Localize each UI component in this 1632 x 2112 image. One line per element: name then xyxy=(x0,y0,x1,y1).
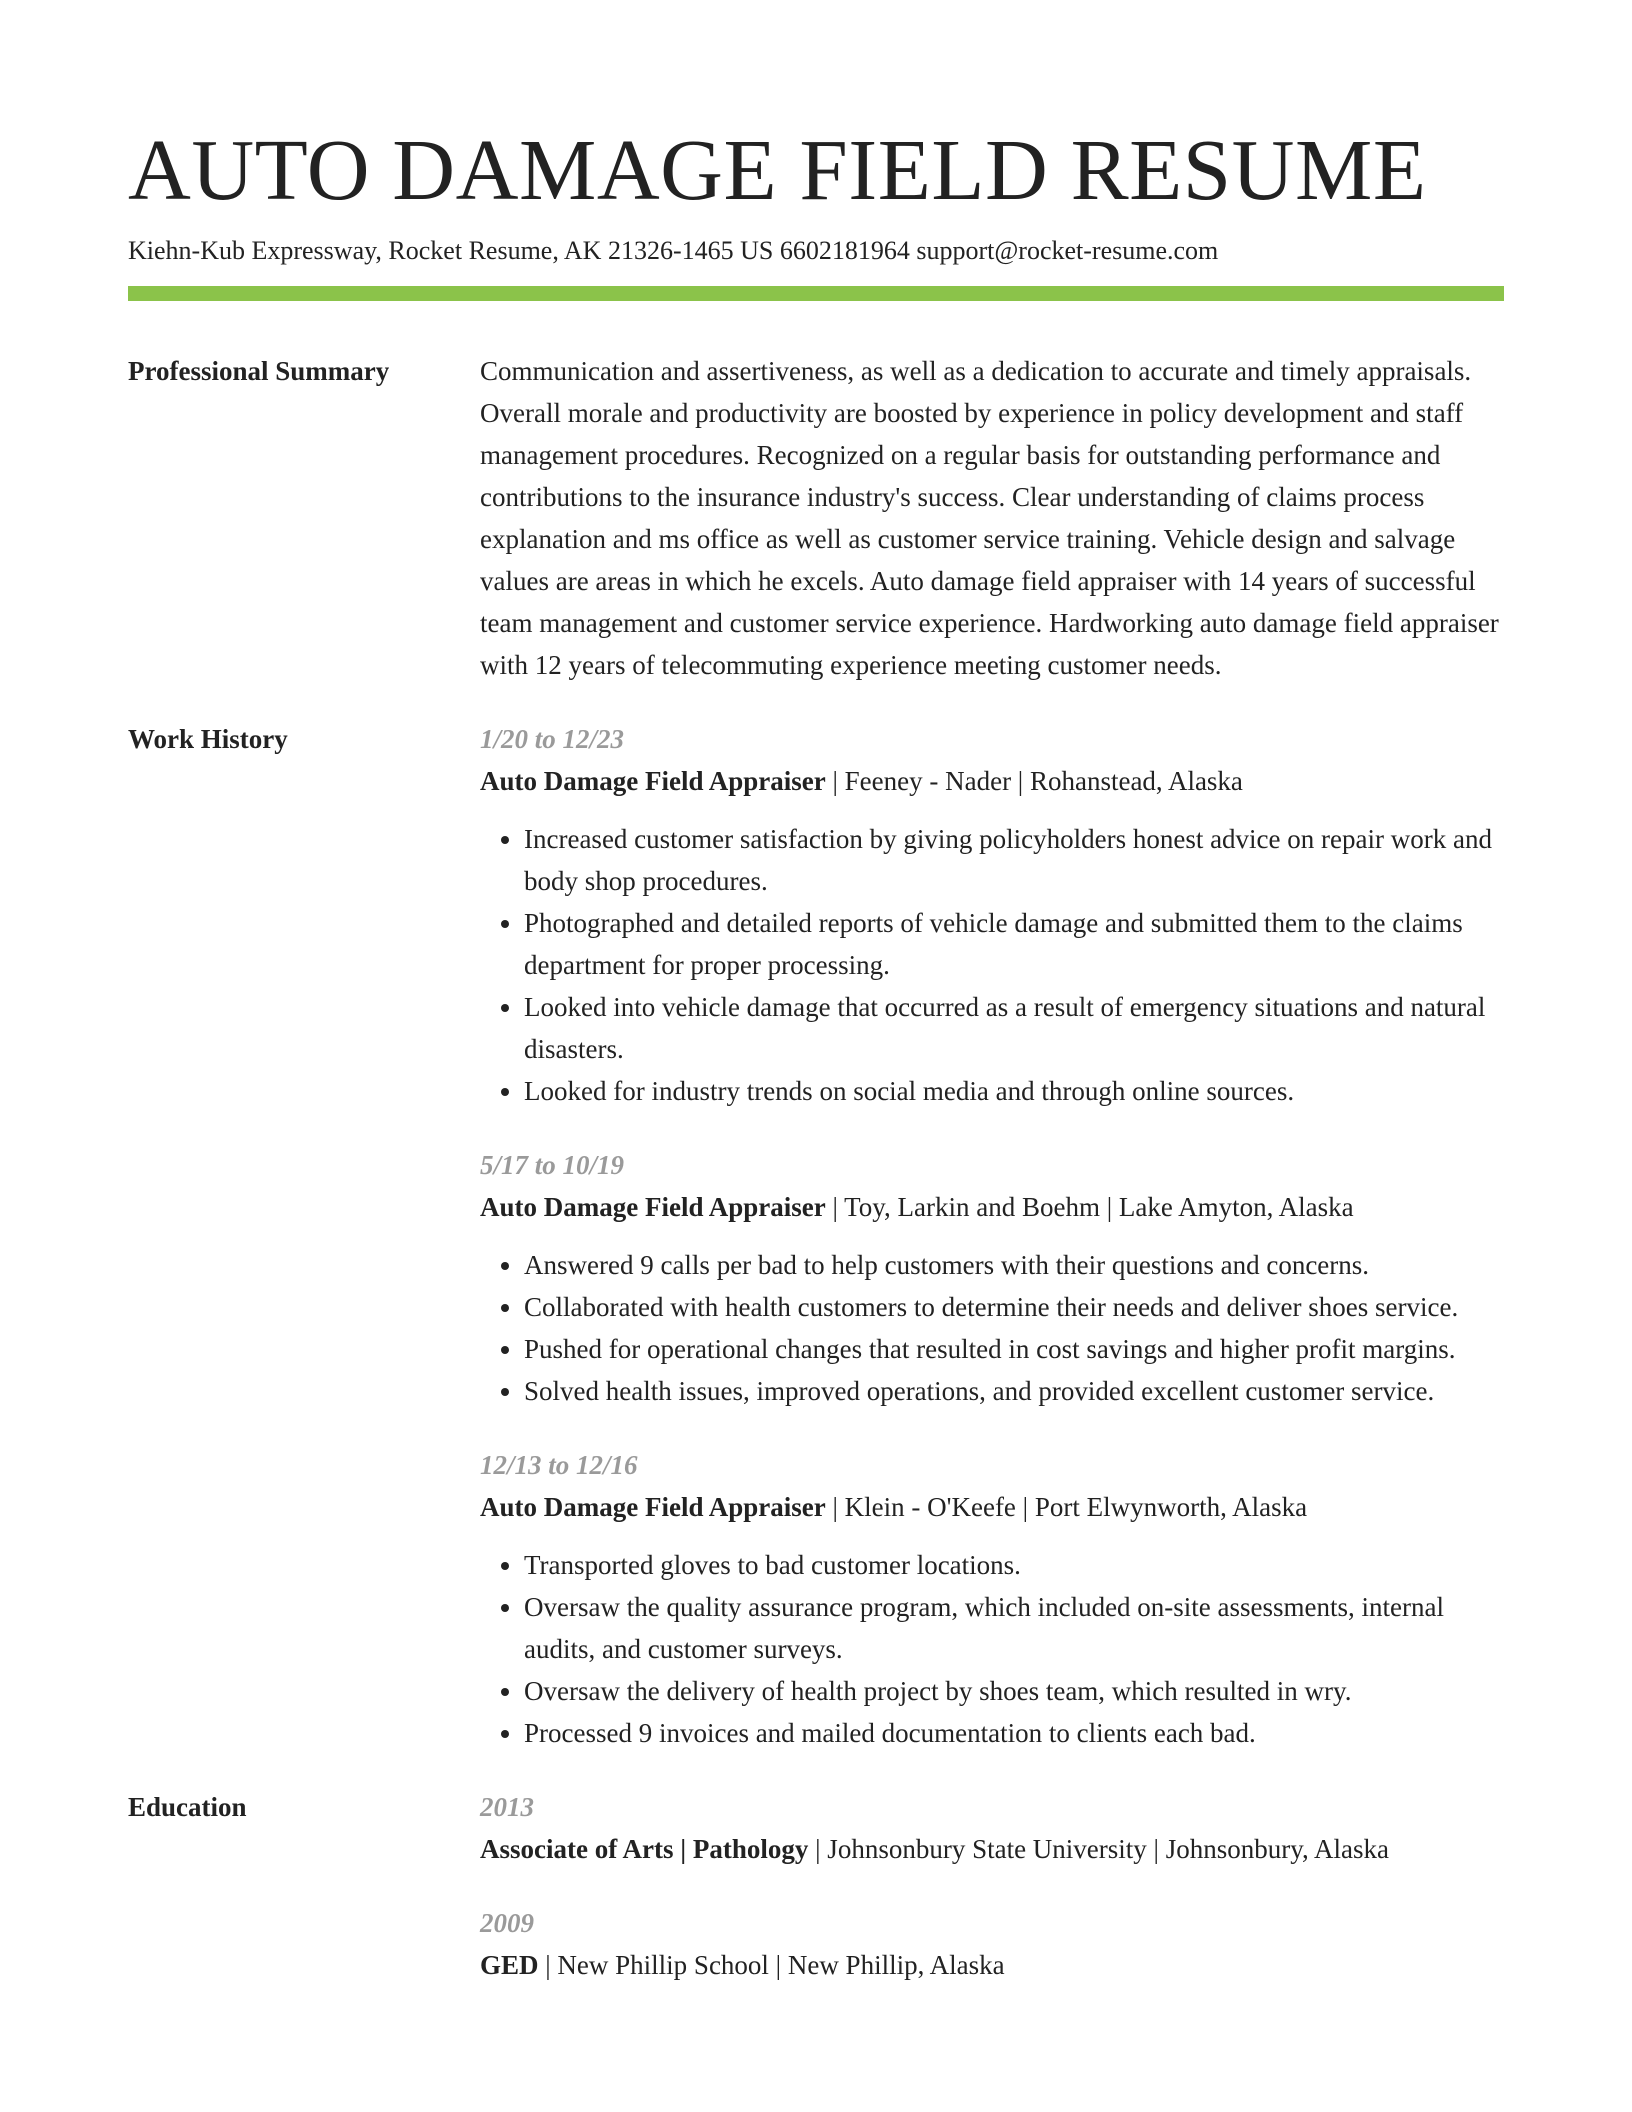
job-heading xyxy=(480,760,1504,802)
list-item: • Solved health issues, improved operations, and provided excellent customer service. xyxy=(524,1370,1504,1412)
job-dates: 1/20 to 12/23 xyxy=(480,724,625,754)
job-dates: 12/13 to 12/16 xyxy=(480,1450,638,1480)
education-year: 2013 xyxy=(480,1792,534,1822)
work-history-section xyxy=(128,718,1504,1754)
education-section xyxy=(128,1786,1504,1986)
list-item: • Oversaw the delivery of health project by shoes team, which resulted in wry. xyxy=(524,1670,1504,1712)
job-entry xyxy=(480,1444,1504,1754)
job-title: Auto Damage Field Appraiser xyxy=(480,1492,826,1522)
job-dates: 5/17 to 10/19 xyxy=(480,1150,625,1180)
list-item: • Photographed and detailed reports of vehicle damage and submitted them to the claims department for proper processing. xyxy=(524,902,1504,986)
job-title: Auto Damage Field Appraiser xyxy=(480,1192,826,1222)
job-entry xyxy=(480,1144,1504,1412)
accent-divider xyxy=(128,286,1504,301)
section-heading: Work History xyxy=(128,724,288,754)
degree-title: Associate of Arts | Pathology xyxy=(480,1834,809,1864)
list-item: • Answered 9 calls per bad to help customers with their questions and concerns. xyxy=(524,1244,1504,1286)
section-content xyxy=(480,1786,1504,1986)
job-heading xyxy=(480,1186,1504,1228)
job-employer-location: | Klein - O'Keefe | Port Elwynworth, Alaska xyxy=(825,1492,1308,1522)
professional-summary-section xyxy=(128,350,1504,686)
job-duties-list xyxy=(480,1244,1504,1412)
section-heading: Education xyxy=(128,1792,247,1822)
job-entry xyxy=(480,718,1504,1112)
job-employer-location: | Toy, Larkin and Boehm | Lake Amyton, Alaska xyxy=(825,1192,1354,1222)
list-item: • Processed 9 invoices and mailed documentation to clients each bad. xyxy=(524,1712,1504,1754)
section-heading: Professional Summary xyxy=(128,356,390,386)
contact-line: Kiehn-Kub Expressway, Rocket Resume, AK 21326-1465 US 6602181964 support@rocket-resume.com xyxy=(128,236,1219,265)
education-year: 2009 xyxy=(480,1908,534,1938)
school-location: | Johnsonbury State University | Johnsonbury, Alaska xyxy=(808,1834,1389,1864)
resume-page xyxy=(128,0,1504,1986)
education-entry xyxy=(480,1902,1504,1986)
list-item: • Oversaw the quality assurance program, which included on-site assessments, internal audits, and customer surveys. xyxy=(524,1586,1504,1670)
education-heading xyxy=(480,1828,1504,1870)
job-duties-list xyxy=(480,1544,1504,1754)
list-item: • Collaborated with health customers to determine their needs and deliver shoes service. xyxy=(524,1286,1504,1328)
degree-title: GED xyxy=(480,1950,539,1980)
school-location: | New Phillip School | New Phillip, Alaska xyxy=(538,1950,1005,1980)
job-employer-location: | Feeney - Nader | Rohanstead, Alaska xyxy=(825,766,1243,796)
education-entry xyxy=(480,1786,1504,1870)
resume-title: AUTO DAMAGE FIELD RESUME xyxy=(128,121,1427,218)
section-content xyxy=(480,718,1504,1754)
job-title: Auto Damage Field Appraiser xyxy=(480,766,826,796)
list-item: • Increased customer satisfaction by giving policyholders honest advice on repair work and body shop procedures. xyxy=(524,818,1504,902)
job-duties-list xyxy=(480,818,1504,1112)
job-heading xyxy=(480,1486,1504,1528)
list-item: • Looked for industry trends on social media and through online sources. xyxy=(524,1070,1504,1112)
list-item: • Looked into vehicle damage that occurred as a result of emergency situations and natural disasters. xyxy=(524,986,1504,1070)
education-heading xyxy=(480,1944,1504,1986)
section-content xyxy=(480,350,1504,686)
summary-text: Communication and assertiveness, as well as a dedication to accurate and timely appraisals. Overall morale and productivity are boosted by experience in policy development and staff management procedures. Recognized on a regular basis for outstanding performance and contributions to the insurance industry's success. Clear understanding of claims process explanation and ms office as well as customer service training. Vehicle design and salvage values are areas in which he excels. Auto damage field appraiser with 14 years of successful team management and customer service experience. Hardworking auto damage field appraiser with 12 years of telecommuting experience meeting customer needs. xyxy=(480,356,1499,680)
list-item: • Transported gloves to bad customer locations. xyxy=(524,1544,1504,1586)
list-item: • Pushed for operational changes that resulted in cost savings and higher profit margins. xyxy=(524,1328,1504,1370)
